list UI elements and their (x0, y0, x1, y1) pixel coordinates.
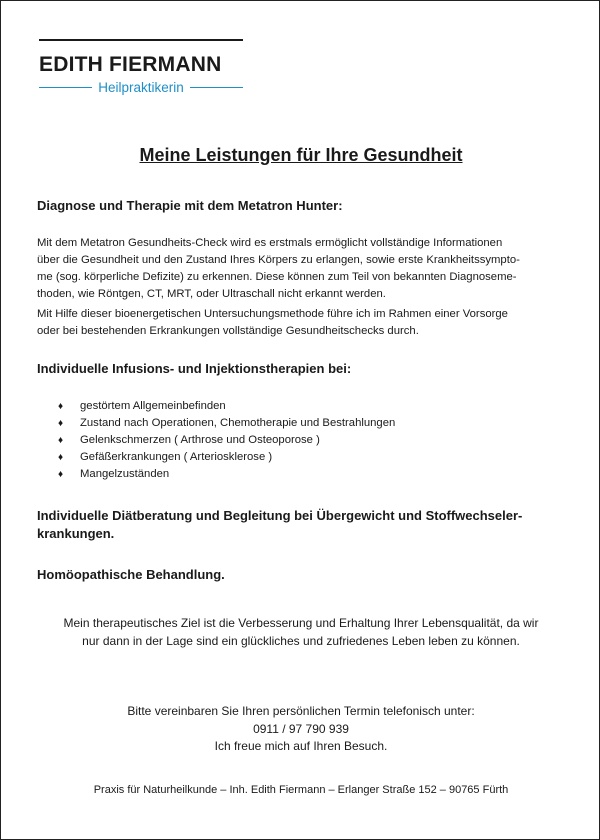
list-item-text: Gefäßerkrankungen ( Arteriosklerose ) (80, 451, 273, 463)
paragraph-line: me (sog. körperliche Defizite) zu erkennen. Diese können zum Teil von bekannten Diagnoseme- (37, 271, 517, 283)
logo-top-rule (39, 39, 243, 41)
page-title: Meine Leistungen für Ihre Gesundheit (139, 145, 463, 165)
logo-name: EDITH FIERMANN (39, 53, 222, 76)
logo-subtitle-row (39, 80, 243, 95)
logo-right-rule (190, 87, 243, 89)
phone-number: 0911 / 97 790 939 (253, 721, 349, 736)
list-item (58, 466, 395, 483)
paragraph-line: oder bei bestehenden Erkrankungen vollständige Gesundheitschecks durch. (37, 325, 419, 337)
section-heading-infusion: Individuelle Infusions- und Injektionstherapien bei: (37, 361, 352, 376)
paragraph-line: Mit dem Metatron Gesundheits-Check wird es erstmals ermöglicht vollständige Informationen (37, 237, 503, 249)
section-heading-metatron: Diagnose und Therapie mit dem Metatron Hunter: (37, 198, 343, 213)
paragraph-line: thoden, wie Röntgen, CT, MRT, oder Ultraschall nicht erkannt werden. (37, 288, 386, 300)
diamond-bullet-icon: ♦ (58, 469, 64, 480)
list-item (58, 432, 395, 449)
section-heading-diet (37, 507, 522, 543)
paragraph-line: über die Gesundheit und den Zustand Ihres Körpers zu erlangen, sowie erste Krankheitssympto- (37, 254, 520, 266)
contact-closing: Ich freue mich auf Ihren Besuch. (214, 739, 388, 753)
footer-address: Praxis für Naturheilkunde – Inh. Edith Fiermann – Erlanger Straße 152 – 90765 Fürth (93, 784, 509, 796)
list-item-text: Gelenkschmerzen ( Arthrose und Osteoporose ) (80, 434, 320, 446)
list-item (58, 398, 395, 415)
paragraph-line: Mit Hilfe dieser bioenergetischen Untersuchungsmethode führe ich im Rahmen einer Vorsorge (37, 308, 508, 320)
diamond-bullet-icon: ♦ (58, 401, 64, 412)
list-item-text: Mangelzuständen (80, 468, 170, 480)
list-item-text: Zustand nach Operationen, Chemotherapie und Bestrahlungen (80, 417, 396, 429)
section-heading-homeopathy: Homöopathische Behandlung. (37, 567, 225, 582)
goal-line: nur dann in der Lage sind ein glückliches und zufriedenes Leben leben zu können. (82, 633, 520, 648)
logo-left-rule (39, 87, 92, 89)
logo-subtitle: Heilpraktikerin (98, 80, 184, 95)
goal-line: Mein therapeutisches Ziel ist die Verbesserung und Erhaltung Ihrer Lebensqualität, da wir (63, 616, 539, 630)
therapeutic-goal (1, 615, 600, 650)
heading-line: Individuelle Diätberatung und Begleitung bei Übergewicht und Stoffwechseler- (37, 508, 523, 523)
heading-line: krankungen. (37, 526, 115, 541)
logo (39, 39, 243, 95)
metatron-paragraph-1 (37, 235, 567, 303)
list-item (58, 449, 395, 466)
diamond-bullet-icon: ♦ (58, 452, 64, 463)
list-item (58, 415, 395, 432)
contact-info (1, 703, 600, 756)
therapy-list (58, 398, 395, 483)
diamond-bullet-icon: ♦ (58, 435, 64, 446)
contact-text: Bitte vereinbaren Sie Ihren persönlichen Termin telefonisch unter: (127, 704, 475, 718)
diamond-bullet-icon: ♦ (58, 418, 64, 429)
list-item-text: gestörtem Allgemeinbefinden (80, 400, 226, 412)
metatron-paragraph-2 (37, 306, 567, 340)
